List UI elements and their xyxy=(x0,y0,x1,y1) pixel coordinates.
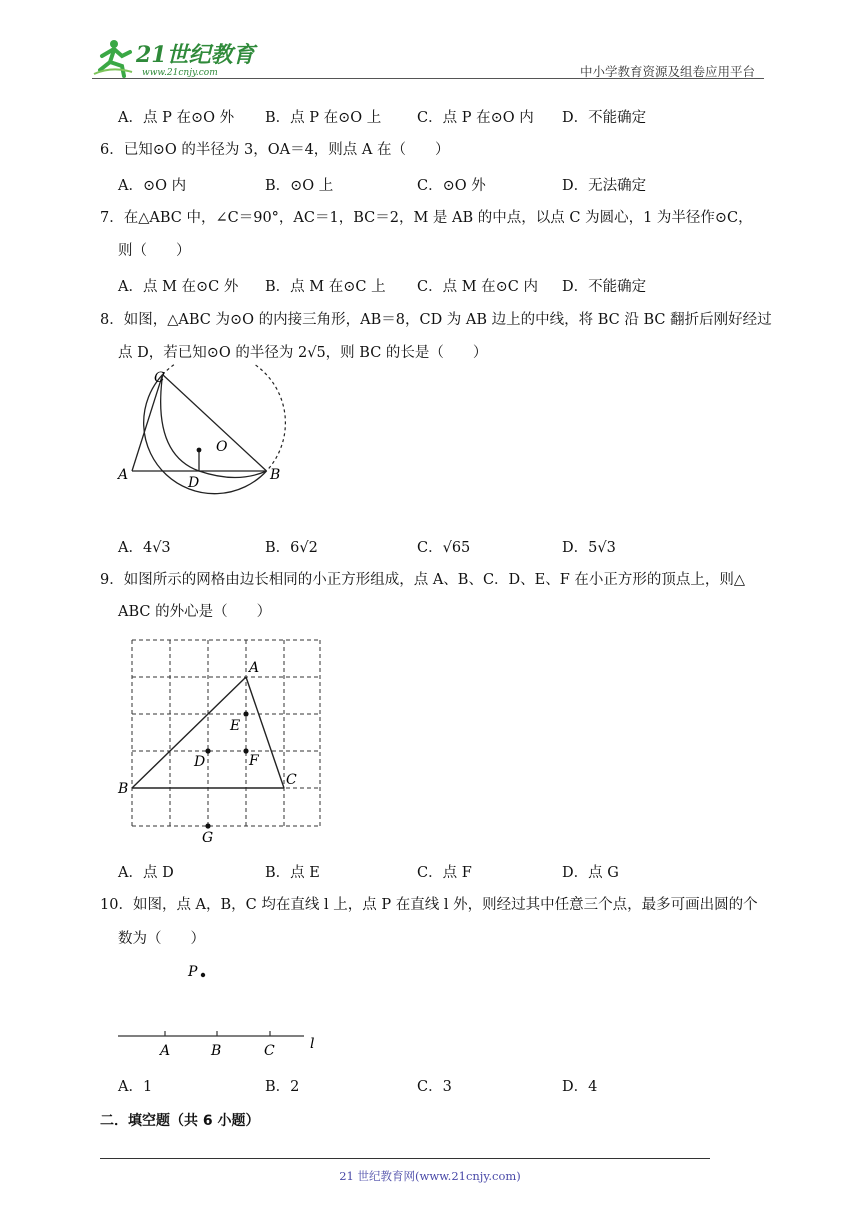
q5-option-b: B．点 P 在⊙O 上 xyxy=(265,110,382,126)
label-g: G xyxy=(202,830,214,844)
q6-stem: 6．已知⊙O 的半径为 3，OA＝4，则点 A 在（ ） xyxy=(100,142,450,158)
folded-arc xyxy=(161,375,267,478)
label-a: A xyxy=(160,1043,171,1059)
q9-option-b: B．点 E xyxy=(265,865,320,881)
q10-option-d: D．4 xyxy=(562,1079,598,1095)
label-a: A xyxy=(249,660,260,676)
q7-option-c: C．点 M 在⊙C 内 xyxy=(417,279,539,295)
q8-option-c: C．√65 xyxy=(417,540,471,556)
q7-option-a: A．点 M 在⊙C 外 xyxy=(118,279,239,295)
point-d xyxy=(205,748,210,753)
segment-ac xyxy=(132,375,163,471)
q7-stem-line1: 7．在△ABC 中，∠C＝90°，AC＝1，BC＝2，M 是 AB 的中点，以点 C 为圆心，1 为半径作⊙C， xyxy=(100,210,753,226)
q10-option-b: B．2 xyxy=(265,1079,300,1095)
label-b: B xyxy=(211,1043,222,1059)
segment-cb xyxy=(163,375,267,471)
dashed-grid xyxy=(132,640,320,826)
q8-figure xyxy=(112,364,292,526)
footer-divider xyxy=(100,1158,710,1159)
runner-icon xyxy=(94,40,132,76)
q6-option-d: D．无法确定 xyxy=(562,178,647,194)
label-a: A xyxy=(118,467,129,483)
label-c: C xyxy=(154,370,165,386)
logo-sub-text: www.21cnjy.com xyxy=(142,68,218,78)
center-point xyxy=(197,448,202,453)
q5-option-d: D．不能确定 xyxy=(562,110,647,126)
label-b: B xyxy=(270,467,281,483)
q7-option-b: B．点 M 在⊙C 上 xyxy=(265,279,386,295)
label-b: B xyxy=(118,781,129,797)
label-p: P xyxy=(188,964,198,980)
q8-option-b: B．6√2 xyxy=(265,540,318,556)
footer-link[interactable]: 21 世纪教育网(www.21cnjy.com) xyxy=(339,1169,521,1183)
q8-option-d: D．5√3 xyxy=(562,540,616,556)
q9-option-d: D．点 G xyxy=(562,865,619,881)
label-o: O xyxy=(216,439,228,455)
q6-option-b: B．⊙O 上 xyxy=(265,178,334,194)
label-c: C xyxy=(264,1043,275,1059)
label-c: C xyxy=(286,772,297,788)
label-l: l xyxy=(310,1036,315,1052)
q7-option-d: D．不能确定 xyxy=(562,279,647,295)
q9-stem-line2: ABC 的外心是（ ） xyxy=(118,604,272,620)
q8-stem-line2: 点 D，若已知⊙O 的半径为 2√5，则 BC 的长是（ ） xyxy=(118,345,488,361)
q10-option-a: A．1 xyxy=(118,1079,153,1095)
q9-stem-line1: 9．如图所示的网格由边长相同的小正方形组成，点 A、B、C．D、E、F 在小正方形的顶点上，则△ xyxy=(100,572,746,588)
q10-option-c: C．3 xyxy=(417,1079,452,1095)
q10-figure xyxy=(112,958,332,1062)
q6-option-a: A．⊙O 内 xyxy=(118,178,187,194)
point-g xyxy=(205,823,210,828)
q10-stem-line2: 数为（ ） xyxy=(118,931,205,947)
logo-main-text: 21世纪教育 xyxy=(136,42,255,68)
q10-stem-line1: 10．如图，点 A，B，C 均在直线 l 上，点 P 在直线 l 外，则经过其中任意三个点，最多可画出圆的个 xyxy=(100,897,758,913)
label-f: F xyxy=(249,753,259,769)
q9-option-a: A．点 D xyxy=(118,865,174,881)
q7-stem-line2: 则（ ） xyxy=(118,243,191,259)
q9-option-c: C．点 F xyxy=(417,865,472,881)
q5-option-c: C．点 P 在⊙O 内 xyxy=(417,110,534,126)
q5-option-a: A．点 P 在⊙O 外 xyxy=(118,110,235,126)
site-logo xyxy=(92,36,262,80)
point-e xyxy=(243,711,248,716)
label-d: D xyxy=(194,754,206,770)
q9-grid-figure xyxy=(112,632,332,844)
label-d: D xyxy=(188,475,200,491)
label-e: E xyxy=(230,718,241,734)
section-2-title: 二．填空题（共 6 小题） xyxy=(100,1113,260,1129)
q8-option-a: A．4√3 xyxy=(118,540,171,556)
q6-option-c: C．⊙O 外 xyxy=(417,178,486,194)
point-f xyxy=(243,748,248,753)
header-divider xyxy=(92,78,764,79)
platform-name: 中小学教育资源及组卷应用平台 xyxy=(579,64,755,79)
point-p xyxy=(201,973,205,977)
q8-stem-line1: 8．如图，△ABC 为⊙O 的内接三角形，AB＝8，CD 为 AB 边上的中线，将 BC 沿 BC 翻折后刚好经过 xyxy=(100,312,772,328)
